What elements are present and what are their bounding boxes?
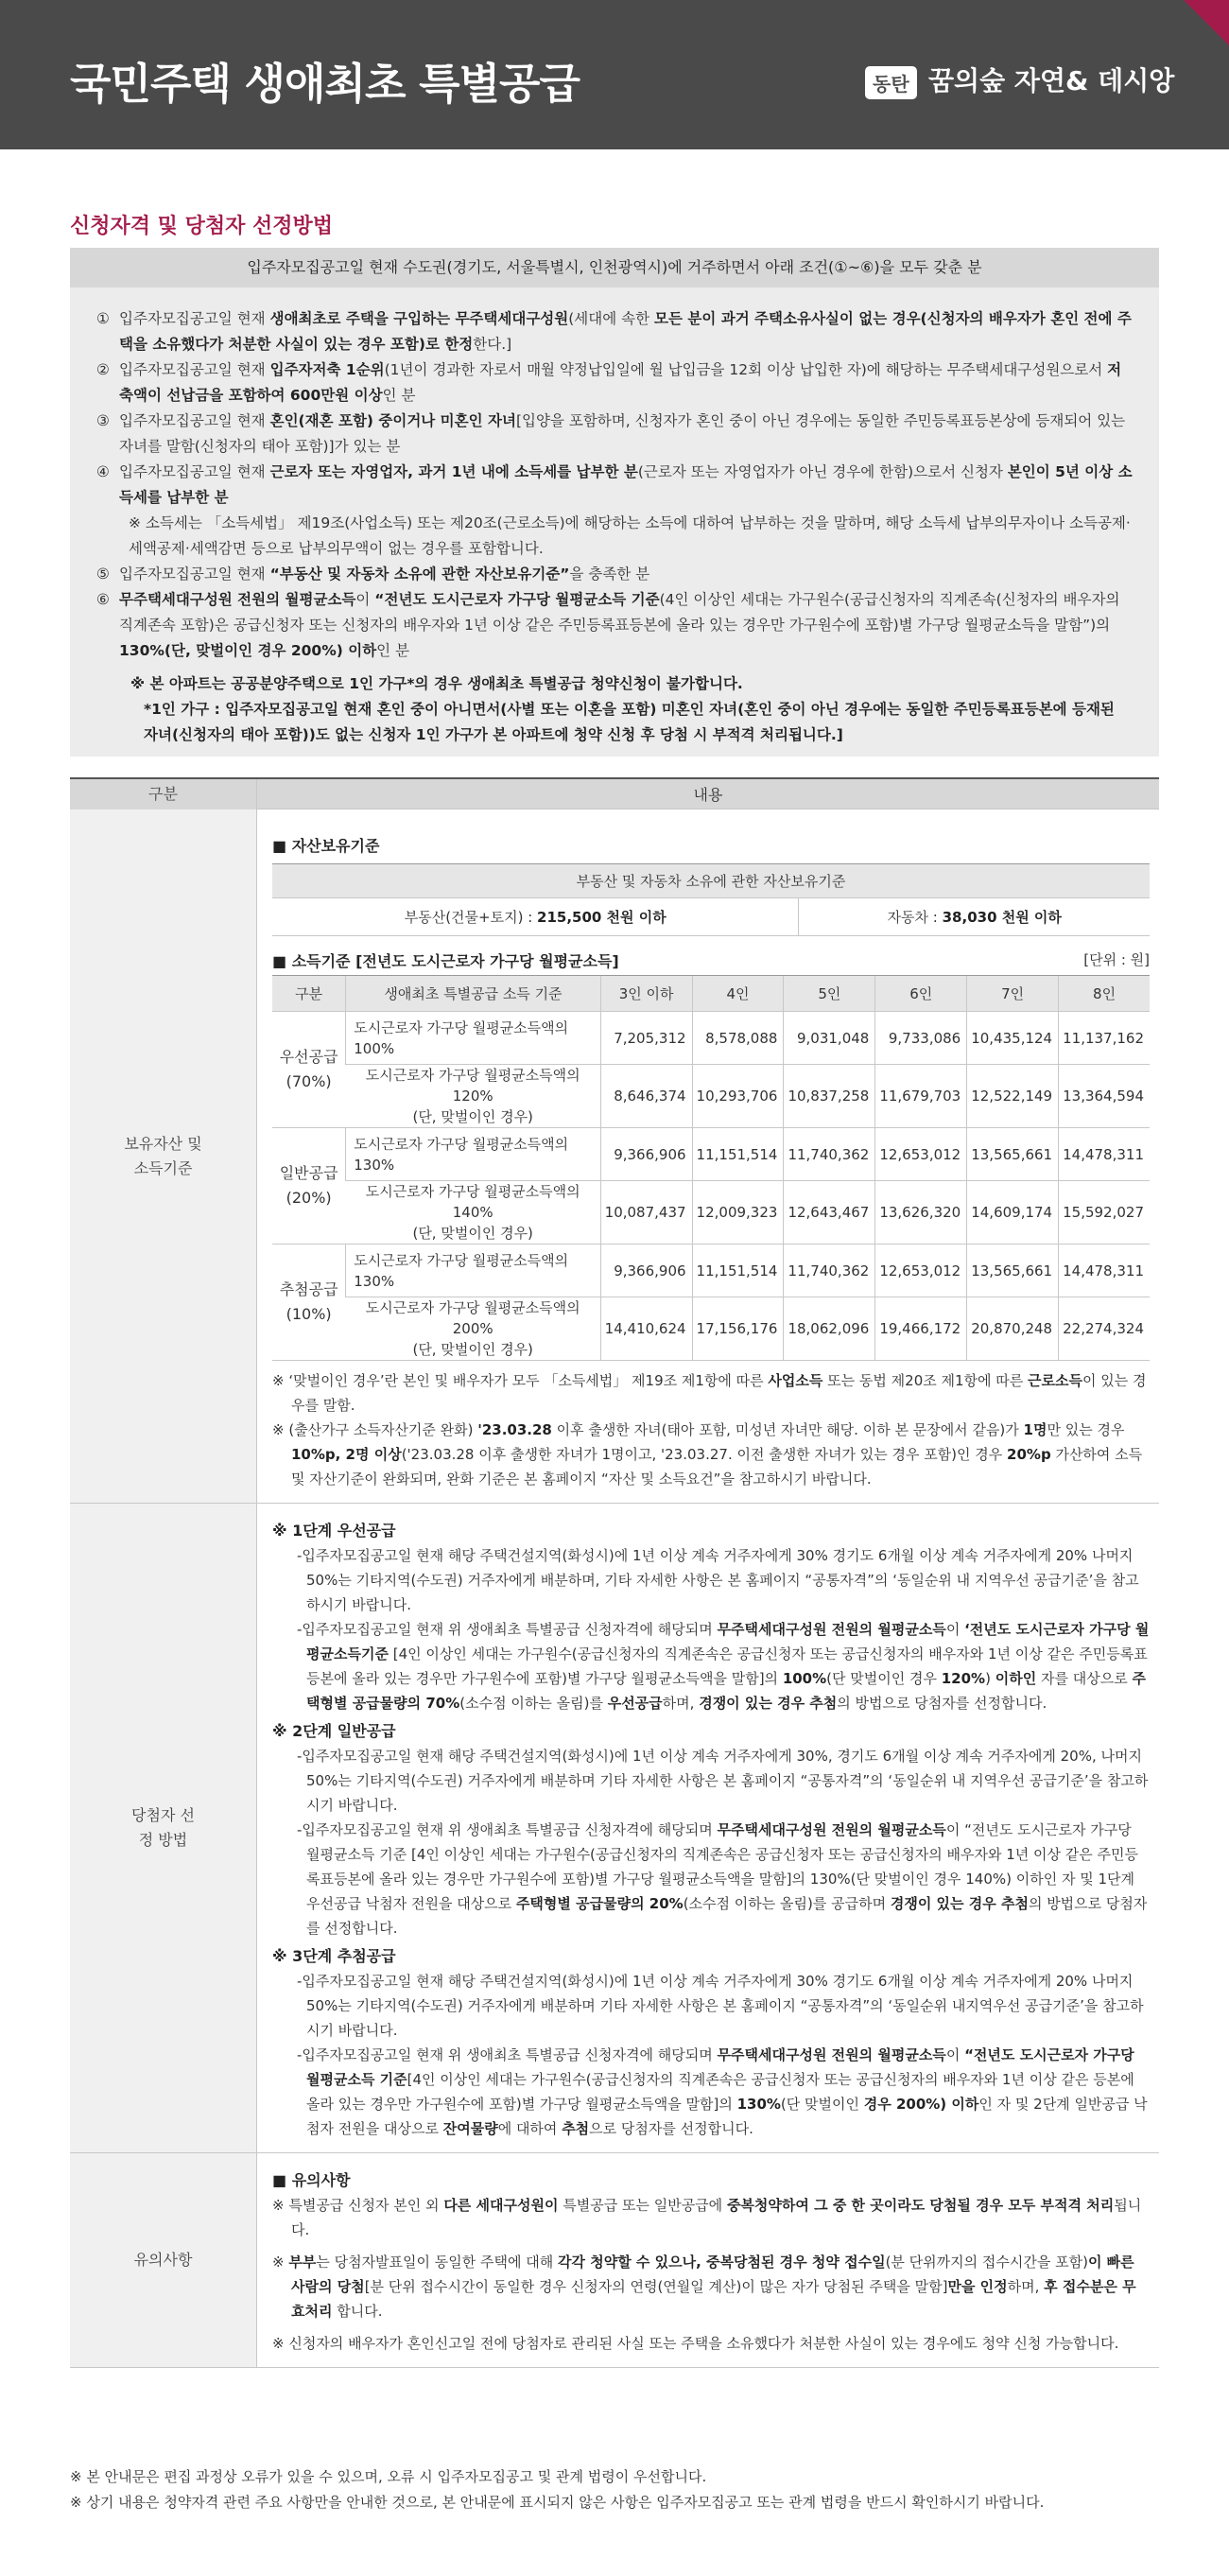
group-cell [272, 1244, 346, 1361]
text-strong: 경쟁이 있는 경우 추첨 [699, 1695, 838, 1712]
income-value: 22,274,324 [1059, 1297, 1150, 1361]
criterion-subtext: (단, 맞벌이인 경우) [412, 1108, 533, 1125]
income-value: 15,592,027 [1059, 1181, 1150, 1244]
text-strong: 사업소득 [768, 1372, 823, 1389]
text: ※ (출산가구 소득자산기준 완화) [272, 1421, 478, 1438]
caution-heading: ■ 유의사항 [272, 2171, 351, 2189]
income-value: 13,364,594 [1059, 1065, 1150, 1128]
step3-heading: ※ 3단계 추첨공급 [272, 1947, 396, 1965]
text: 의 방법으로 당첨자를 선정합니다. [837, 1695, 1047, 1712]
income-value: 11,151,514 [692, 1244, 784, 1297]
income-value: 7,205,312 [600, 1012, 692, 1065]
single-household-definition: *1인 가구 : 입주자모집공고일 현재 혼인 중이 아니면서(사별 또는 이혼을 포함) 미혼인 자녀(혼인 중이 아닌 경우에는 동일한 주민등록표등본에 등재된 자녀(신청자의 태아 포함))도 없는 신청자 1인 가구가 본 아파트에 청약 신청 후 당첨 시 부적격 처리됩니다.] [144, 701, 1115, 743]
income-value: 9,366,906 [600, 1244, 692, 1297]
realestate-value: 215,500 천원 이하 [537, 909, 666, 926]
text-strong: “전년도 도시근로자 가구당 월평균소득 기준 [306, 2046, 1134, 2088]
text: ※ ‘맞벌이인 경우’란 본인 및 배우자가 모두 「소득세법」 제19조 제1항에 따른 [272, 1372, 769, 1389]
col-header: 구분 [272, 976, 346, 1012]
criterion-text: 도시근로자 가구당 월평균소득액의 100% [354, 1018, 569, 1057]
footer-note-2: ※ 상기 내용은 청약자격 관련 주요 사항만을 안내한 것으로, 본 안내문에 표시되지 않은 사항은 입주자모집공고 또는 관계 법령을 반드시 확인하시기 바랍니다. [70, 2494, 1045, 2511]
text-strong: 이하인 [995, 1670, 1037, 1687]
text: 이후 출생한 자녀(태아 포함, 미성년 자녀만 해당. 이하 본 문장에서 같음)가 [551, 1421, 1024, 1438]
text: 에 대하여 [497, 2120, 563, 2137]
text: 인 분 [382, 387, 416, 404]
criterion-cell [346, 1181, 600, 1244]
income-value: 14,410,624 [600, 1297, 692, 1361]
table-row [272, 1065, 1150, 1128]
condition-4-note: ※ 소득세는 「소득세법」 제19조(사업소득) 또는 제20조(근로소득)에 해당하는 소득에 대하여 납부하는 것을 말하며, 해당 소득세 납부의무자이나 소득공제·세액공제·세액감면 등으로 납부의무액이 없는 경우를 포함합니다. [129, 514, 1131, 557]
header-content: 내용 [693, 786, 723, 804]
table-row [272, 1012, 1150, 1065]
income-value: 9,031,048 [784, 1012, 875, 1065]
text: 입주자모집공고일 현재 [119, 566, 270, 583]
text: 을 충족한 분 [569, 566, 650, 583]
text-strong: 무주택세대구성원 전원의 월평균소득 [717, 1621, 946, 1638]
birth-relief-note [272, 1418, 1150, 1491]
income-value: 11,679,703 [875, 1065, 967, 1128]
group-percent: (10%) [286, 1305, 332, 1323]
realestate-cell [272, 898, 799, 936]
footer-note-1: ※ 본 안내문은 편집 과정상 오류가 있을 수 있으며, 오류 시 입주자모집공고 및 관계 법령이 우선합니다. [70, 2468, 707, 2485]
text-strong: 우선공급 [607, 1695, 663, 1712]
text: 입주자모집공고일 현재 [119, 412, 270, 429]
text: 이 [945, 2046, 965, 2063]
text: 한다.] [473, 336, 512, 353]
text: 입주자모집공고일 현재 [119, 463, 270, 480]
criterion-subtext: (단, 맞벌이인 경우) [412, 1225, 533, 1242]
group-name: 우선공급 [279, 1048, 338, 1066]
page-title: 국민주택 생애최초 특별공급 [70, 59, 580, 109]
text-strong: 부부 [288, 2254, 317, 2271]
realestate-label: 부동산(건물+토지) : [404, 909, 538, 926]
text-strong: 혼인(재혼 포함) 중이거나 미혼인 자녀 [269, 412, 516, 429]
text-strong: 근로소득 [1028, 1372, 1082, 1389]
text-strong: 130% [736, 2096, 781, 2113]
text: 으로 당첨자를 선정합니다. [589, 2120, 753, 2137]
income-value: 20,870,248 [967, 1297, 1059, 1361]
col-header: 5인 [784, 976, 875, 1012]
step2-heading: ※ 2단계 일반공급 [272, 1722, 396, 1740]
condition-number: ⑤ [96, 566, 110, 583]
income-value: 13,626,320 [875, 1181, 967, 1244]
step2-region: -입주자모집공고일 현재 해당 주택건설지역(화성시)에 1년 이상 계속 거주자에게 30%, 경기도 6개월 이상 계속 거주자에게 20%, 나머지 50%는 기타지역(수도권) 거주자에게 배분하며 기타 자세한 사항은 본 홈페이지 “공통자격”의 ‘동일순위 내 지역우선 공급기준’을 참고하시기 바랍니다. [297, 1748, 1149, 1814]
condition-2 [96, 357, 1133, 409]
condition-6 [96, 587, 1133, 664]
income-value: 12,653,012 [875, 1128, 967, 1181]
col-header: 4인 [692, 976, 784, 1012]
text: -입주자모집공고일 현재 위 생애최초 특별공급 신청자격에 해당되며 [297, 1621, 718, 1638]
text: (소수점 이하는 올림)를 [459, 1695, 608, 1712]
text-strong: 무주택세대구성원 전원의 월평균소득 [717, 1821, 946, 1838]
col-header: 7인 [967, 976, 1059, 1012]
page-header [0, 0, 1229, 149]
text: 특별공급 또는 일반공급에 [558, 2197, 727, 2214]
text: (단 맞벌이인 경우 [826, 1670, 942, 1687]
criterion-cell [346, 1244, 600, 1297]
car-value: 38,030 천원 이하 [942, 909, 1062, 926]
text: (세대에 속한 [568, 310, 655, 327]
step3-region: -입주자모집공고일 현재 해당 주택건설지역(화성시)에 1년 이상 계속 거주자에게 30% 경기도 6개월 이상 계속 거주자에게 20% 나머지 50%는 기타지역(수도권) 거주자에게 배분하며 기타 자세한 사항은 본 홈페이지 “공통자격”의 ‘동일순위 내지역우선 공급기준’을 참고하시기 바랍니다. [297, 1973, 1144, 2039]
text-strong: 경우 200%) 이하 [863, 2096, 979, 2113]
income-table-header [272, 976, 1150, 1012]
criterion-text: 도시근로자 가구당 월평균소득액의 120% [365, 1067, 580, 1105]
text-strong: 10%p, 2명 이상 [291, 1446, 402, 1463]
car-label: 자동차 : [887, 909, 943, 926]
group-cell [272, 1128, 346, 1244]
text-strong: 120% [941, 1670, 986, 1687]
text: ('23.03.28 이후 출생한 자녀가 1명이고, '23.03.27. 이전 출생한 자녀가 있는 경우 포함)인 경우 [401, 1446, 1008, 1463]
text-strong: 경쟁이 있는 경우 추첨 [890, 1895, 1029, 1912]
col-header: 3인 이하 [600, 976, 692, 1012]
text-strong: 다른 세대구성원이 [443, 2197, 559, 2214]
criterion-text: 도시근로자 가구당 월평균소득액의 130% [354, 1251, 569, 1290]
criterion-text: 도시근로자 가구당 월평균소득액의 130% [354, 1135, 569, 1174]
income-value: 14,609,174 [967, 1181, 1059, 1244]
text: -입주자모집공고일 현재 위 생애최초 특별공급 신청자격에 해당되며 [297, 2046, 718, 2063]
text: 또는 동법 제20조 제1항에 따른 [822, 1372, 1029, 1389]
eligibility-box [70, 248, 1159, 757]
criterion-cell [346, 1128, 600, 1181]
income-value: 18,062,096 [784, 1297, 875, 1361]
income-value: 12,522,149 [967, 1065, 1059, 1128]
text: 이 [355, 591, 375, 608]
condition-number: ⑥ [96, 591, 110, 608]
table-row [272, 1297, 1150, 1361]
income-value: 14,478,311 [1059, 1128, 1150, 1181]
criterion-text: 도시근로자 가구당 월평균소득액의 200% [365, 1299, 580, 1337]
text: (근로자 또는 자영업자가 아닌 경우에 한함)으로서 신청자 [637, 463, 1008, 480]
text: (분 단위까지의 접수시간을 포함) [885, 2254, 1088, 2271]
income-value: 10,293,706 [692, 1065, 784, 1128]
text-strong: 생애최초로 주택을 구입하는 무주택세대구성원 [269, 310, 569, 327]
text: [분 단위 접수시간이 동일한 경우 신청자의 연령(연월일 계산)이 많은 자가 당첨된 주택을 말함] [364, 2278, 948, 2295]
text-strong: ‘전년도 도시근로자 가구당 월평균소득기준 [306, 1621, 1150, 1662]
text: ) [985, 1670, 995, 1687]
row-selection [70, 1504, 1159, 2153]
group-name: 추첨공급 [279, 1280, 338, 1298]
income-value: 12,009,323 [692, 1181, 784, 1244]
income-value: 11,137,162 [1059, 1012, 1150, 1065]
criterion-text: 도시근로자 가구당 월평균소득액의 140% [365, 1183, 580, 1221]
income-value: 13,565,661 [967, 1244, 1059, 1297]
text: 자를 대상으로 [1036, 1670, 1133, 1687]
group-percent: (20%) [286, 1189, 332, 1207]
table-row [272, 1181, 1150, 1244]
income-notes [272, 1368, 1150, 1491]
asset-heading: ■ 자산보유기준 [272, 837, 380, 855]
condition-5 [96, 562, 1133, 587]
text: (단 맞벌이인 [780, 2096, 864, 2113]
step3-method [272, 2043, 1150, 2141]
text-strong: 잔여물량 [442, 2120, 498, 2137]
text-strong: 입주자저축 1순위 [269, 361, 385, 378]
group-cell [272, 1012, 346, 1128]
text: 합니다. [332, 2303, 383, 2320]
row-label: 보유자산 및 소득기준 [70, 809, 257, 1503]
income-value: 11,740,362 [784, 1128, 875, 1181]
car-cell [799, 898, 1150, 936]
text-strong: 무주택세대구성원 전원의 월평균소득 [119, 591, 356, 608]
text-strong: 본인이 5년 이상 소득세를 납부한 분 [119, 463, 1133, 506]
group-name: 일반공급 [279, 1164, 338, 1182]
condition-number: ③ [96, 412, 110, 429]
condition-number: ① [96, 310, 110, 327]
row-asset-income [70, 809, 1159, 1504]
income-value: 17,156,176 [692, 1297, 784, 1361]
income-value: 13,565,661 [967, 1128, 1059, 1181]
step1-heading: ※ 1단계 우선공급 [272, 1522, 396, 1540]
text: 입주자모집공고일 현재 [119, 310, 270, 327]
caution-note-2 [272, 2250, 1150, 2324]
brand-name: 꿈의숲 자연& 데시앙 [928, 65, 1175, 96]
single-household-note: ※ 본 아파트는 공공분양주택으로 1인 가구*의 경우 생애최초 특별공급 청약신청이 불가합니다. [130, 675, 743, 692]
criterion-subtext: (단, 맞벌이인 경우) [412, 1341, 533, 1358]
unit-label: [단위 : 원] [1083, 951, 1150, 968]
income-heading: ■ 소득기준 [전년도 도시근로자 가구당 월평균소득] [272, 952, 619, 970]
income-value: 14,478,311 [1059, 1244, 1150, 1297]
caution-note-1 [272, 2193, 1150, 2242]
text-strong: 후 접수분은 무효처리 [291, 2278, 1136, 2320]
step2-method [272, 1818, 1150, 1941]
text: 됩니다. [291, 2197, 1142, 2238]
text: [입양을 포함하며, 신청자가 혼인 중이 아닌 경우에는 동일한 주민등록표등본상에 등재되어 있는 자녀를 말함(신청자의 태아 포함)]가 있는 분 [119, 412, 1126, 455]
text-strong: 저축액이 선납금을 포함하여 600만원 이상 [119, 361, 1122, 404]
row-label: 유의사항 [70, 2153, 257, 2367]
text-strong: '23.03.28 [477, 1421, 552, 1438]
income-table [272, 975, 1150, 1361]
text: 는 당첨자발표일이 동일한 주택에 대해 [316, 2254, 559, 2271]
income-value: 12,653,012 [875, 1244, 967, 1297]
col-header: 생애최초 특별공급 소득 기준 [346, 976, 600, 1012]
criterion-cell [346, 1297, 600, 1361]
row-content [257, 1504, 1159, 2152]
step1-region: -입주자모집공고일 현재 해당 주택건설지역(화성시)에 1년 이상 계속 거주자에게 30% 경기도 6개월 이상 계속 거주자에게 20% 나머지 50%는 기타지역(수도권) 거주자에게 배분하며, 기타 자세한 사항은 본 홈페이지 “공통자격”의 ‘동일순위 내 지역우선 공급기준’을 참고하시기 바랍니다. [297, 1547, 1139, 1613]
text: -입주자모집공고일 현재 위 생애최초 특별공급 신청자격에 해당되며 [297, 1821, 718, 1838]
dual-income-note [272, 1368, 1150, 1418]
text: 인 자 및 2단계 일반공급 낙첨자 전원을 대상으로 [306, 2096, 1148, 2137]
text: 이 있는 경우를 말함. [291, 1372, 1147, 1414]
income-value: 11,740,362 [784, 1244, 875, 1297]
header-category: 구분 [70, 779, 257, 809]
income-value: 12,643,467 [784, 1181, 875, 1244]
asset-table [272, 863, 1150, 936]
income-value: 8,578,088 [692, 1012, 784, 1065]
eligibility-head: 입주자모집공고일 현재 수도권(경기도, 서울특별시, 인천광역시)에 거주하면서 아래 조건(①~⑥)을 모두 갖춘 분 [70, 248, 1159, 287]
location-badge: 동탄 [865, 66, 917, 99]
text-strong: 각각 청약할 수 있으나, 중복당첨된 경우 청약 접수일 [558, 2254, 886, 2271]
text: 인 분 [376, 642, 410, 659]
income-value: 10,087,437 [600, 1181, 692, 1244]
criterion-cell [346, 1012, 600, 1065]
text: 이 “전년도 도시근로자 가구당 월평균소득 기준 [4인 이상인 세대는 가구원수(공급신청자의 직계존속은 공급신청자 또는 공급신청자의 배우자와 1년 이상 같은 주민등록표등본에 올라 있는 경우만 가구원수에 포함)별 가구당 월평균소득액을 말함]의 130%(단 맞벌이인 경우 140%) 이하인 자 및 1단계 우선공급 낙첨자 전원을 대상으로 [306, 1821, 1139, 1912]
text-strong: 모든 분이 과거 주택소유사실이 없는 경우(신청자의 배우자가 혼인 전에 주택을 소유했다가 처분한 사실이 있는 경우 포함)로 한정 [119, 310, 1132, 353]
table-header [70, 779, 1159, 809]
text-strong: 20%p [1007, 1446, 1051, 1463]
text: 이 [945, 1621, 965, 1638]
text: [4인 이상인 세대는 가구원수(공급신청자의 직계존속은 공급신청자 또는 공급신청자의 배우자와 1년 이상 같은 주민등록표등본에 올라 있는 경우만 가구원수에 포함)별 가구당 월평균소득액을 말함]의 [306, 1645, 1148, 1687]
income-value: 8,646,374 [600, 1065, 692, 1128]
condition-number: ④ [96, 463, 110, 480]
text-strong: 근로자 또는 자영업자, 과거 1년 내에 소득세를 납부한 분 [269, 463, 638, 480]
caution-note-3: ※ 신청자의 배우자가 혼인신고일 전에 당첨자로 관리된 사실 또는 주택을 소유했다가 처분한 사실이 있는 경우에도 청약 신청 가능합니다. [272, 2335, 1119, 2352]
text: (4인 이상인 세대는 가구원수(공급신청자의 직계존속(신청자의 배우자의 직계존속 포함)은 공급신청자 또는 신청자의 배우자와 1년 이상 같은 주민등록표등본에 올라 있는 경우만 가구원수에 포함)별 가구당 월평균소득을 말함”)의 [119, 591, 1120, 634]
group-percent: (70%) [286, 1072, 332, 1090]
text: (1년이 경과한 자로서 매월 약정납입일에 월 납입금을 12회 이상 납입한 자)에 해당하는 무주택세대구성원으로서 [384, 361, 1108, 378]
condition-number: ② [96, 361, 110, 378]
text: ※ [272, 2254, 289, 2271]
income-value: 10,435,124 [967, 1012, 1059, 1065]
eligibility-body [70, 287, 1159, 748]
text-strong: 이 빠른 사람의 당첨 [291, 2254, 1134, 2295]
asset-table-title: 부동산 및 자동차 소유에 관한 자산보유기준 [272, 864, 1150, 898]
row-caution [70, 2153, 1159, 2368]
text: 가산하여 소득 및 자산기준이 완화되며, 완화 기준은 본 홈페이지 “자산 및 소득요건”을 참고하시기 바랍니다. [291, 1446, 1143, 1488]
condition-1 [96, 306, 1133, 357]
row-content [257, 809, 1159, 1503]
text: [4인 이상인 세대는 가구원수(공급신청자의 직계존속은 공급신청자 또는 공급신청자의 배우자와 1년 이상 같은 등본에 올라 있는 경우만 가구원수에 포함)별 가구당 월평균소득액을 말함]의 [306, 2071, 1134, 2113]
text: (소수점 이하는 올림)를 공급하며 [683, 1895, 891, 1912]
step1-method [272, 1617, 1150, 1715]
text-strong: 무주택세대구성원 전원의 월평균소득 [717, 2046, 946, 2063]
text-strong: 주택형별 공급물량의 20% [515, 1895, 684, 1912]
corner-accent [1184, 0, 1229, 45]
text: 의 방법으로 당첨자를 선정합니다. [306, 1895, 1148, 1937]
criteria-table [70, 777, 1159, 2368]
text: 만 있는 경우 [1047, 1421, 1125, 1438]
income-value: 10,837,258 [784, 1065, 875, 1128]
text-strong: 130%(단, 맞벌이인 경우 200%) 이하 [119, 642, 377, 659]
text-strong: 만을 인정 [947, 2278, 1008, 2295]
row-label: 당첨자 선정 방법 [70, 1504, 257, 2152]
income-value: 9,366,906 [600, 1128, 692, 1181]
col-header: 6인 [875, 976, 967, 1012]
col-header: 8인 [1059, 976, 1150, 1012]
condition-4 [96, 460, 1133, 511]
income-value: 11,151,514 [692, 1128, 784, 1181]
table-row [272, 1128, 1150, 1181]
income-value: 9,733,086 [875, 1012, 967, 1065]
row-content [257, 2153, 1159, 2367]
text-strong: “부동산 및 자동차 소유에 관한 자산보유기준” [269, 566, 570, 583]
footer-notes [70, 2464, 1044, 2515]
text: 하며, [1007, 2278, 1045, 2295]
text-strong: 1명 [1023, 1421, 1047, 1438]
condition-3 [96, 409, 1133, 460]
text-strong: 추첨 [562, 2120, 590, 2137]
section-title: 신청자격 및 당첨자 선정방법 [70, 215, 334, 238]
income-value: 19,466,172 [875, 1297, 967, 1361]
criterion-cell [346, 1065, 600, 1128]
text: 입주자모집공고일 현재 [119, 361, 270, 378]
text-strong: 주택형별 공급물량의 70% [306, 1670, 1146, 1712]
text: ※ 특별공급 신청자 본인 외 [272, 2197, 444, 2214]
text: 하며, [662, 1695, 700, 1712]
text-strong: 100% [782, 1670, 827, 1687]
table-row [272, 1244, 1150, 1297]
text-strong: “전년도 도시근로자 가구당 월평균소득 기준 [374, 591, 660, 608]
text-strong: 중복청약하여 그 중 한 곳이라도 당첨될 경우 모두 부적격 처리 [726, 2197, 1115, 2214]
